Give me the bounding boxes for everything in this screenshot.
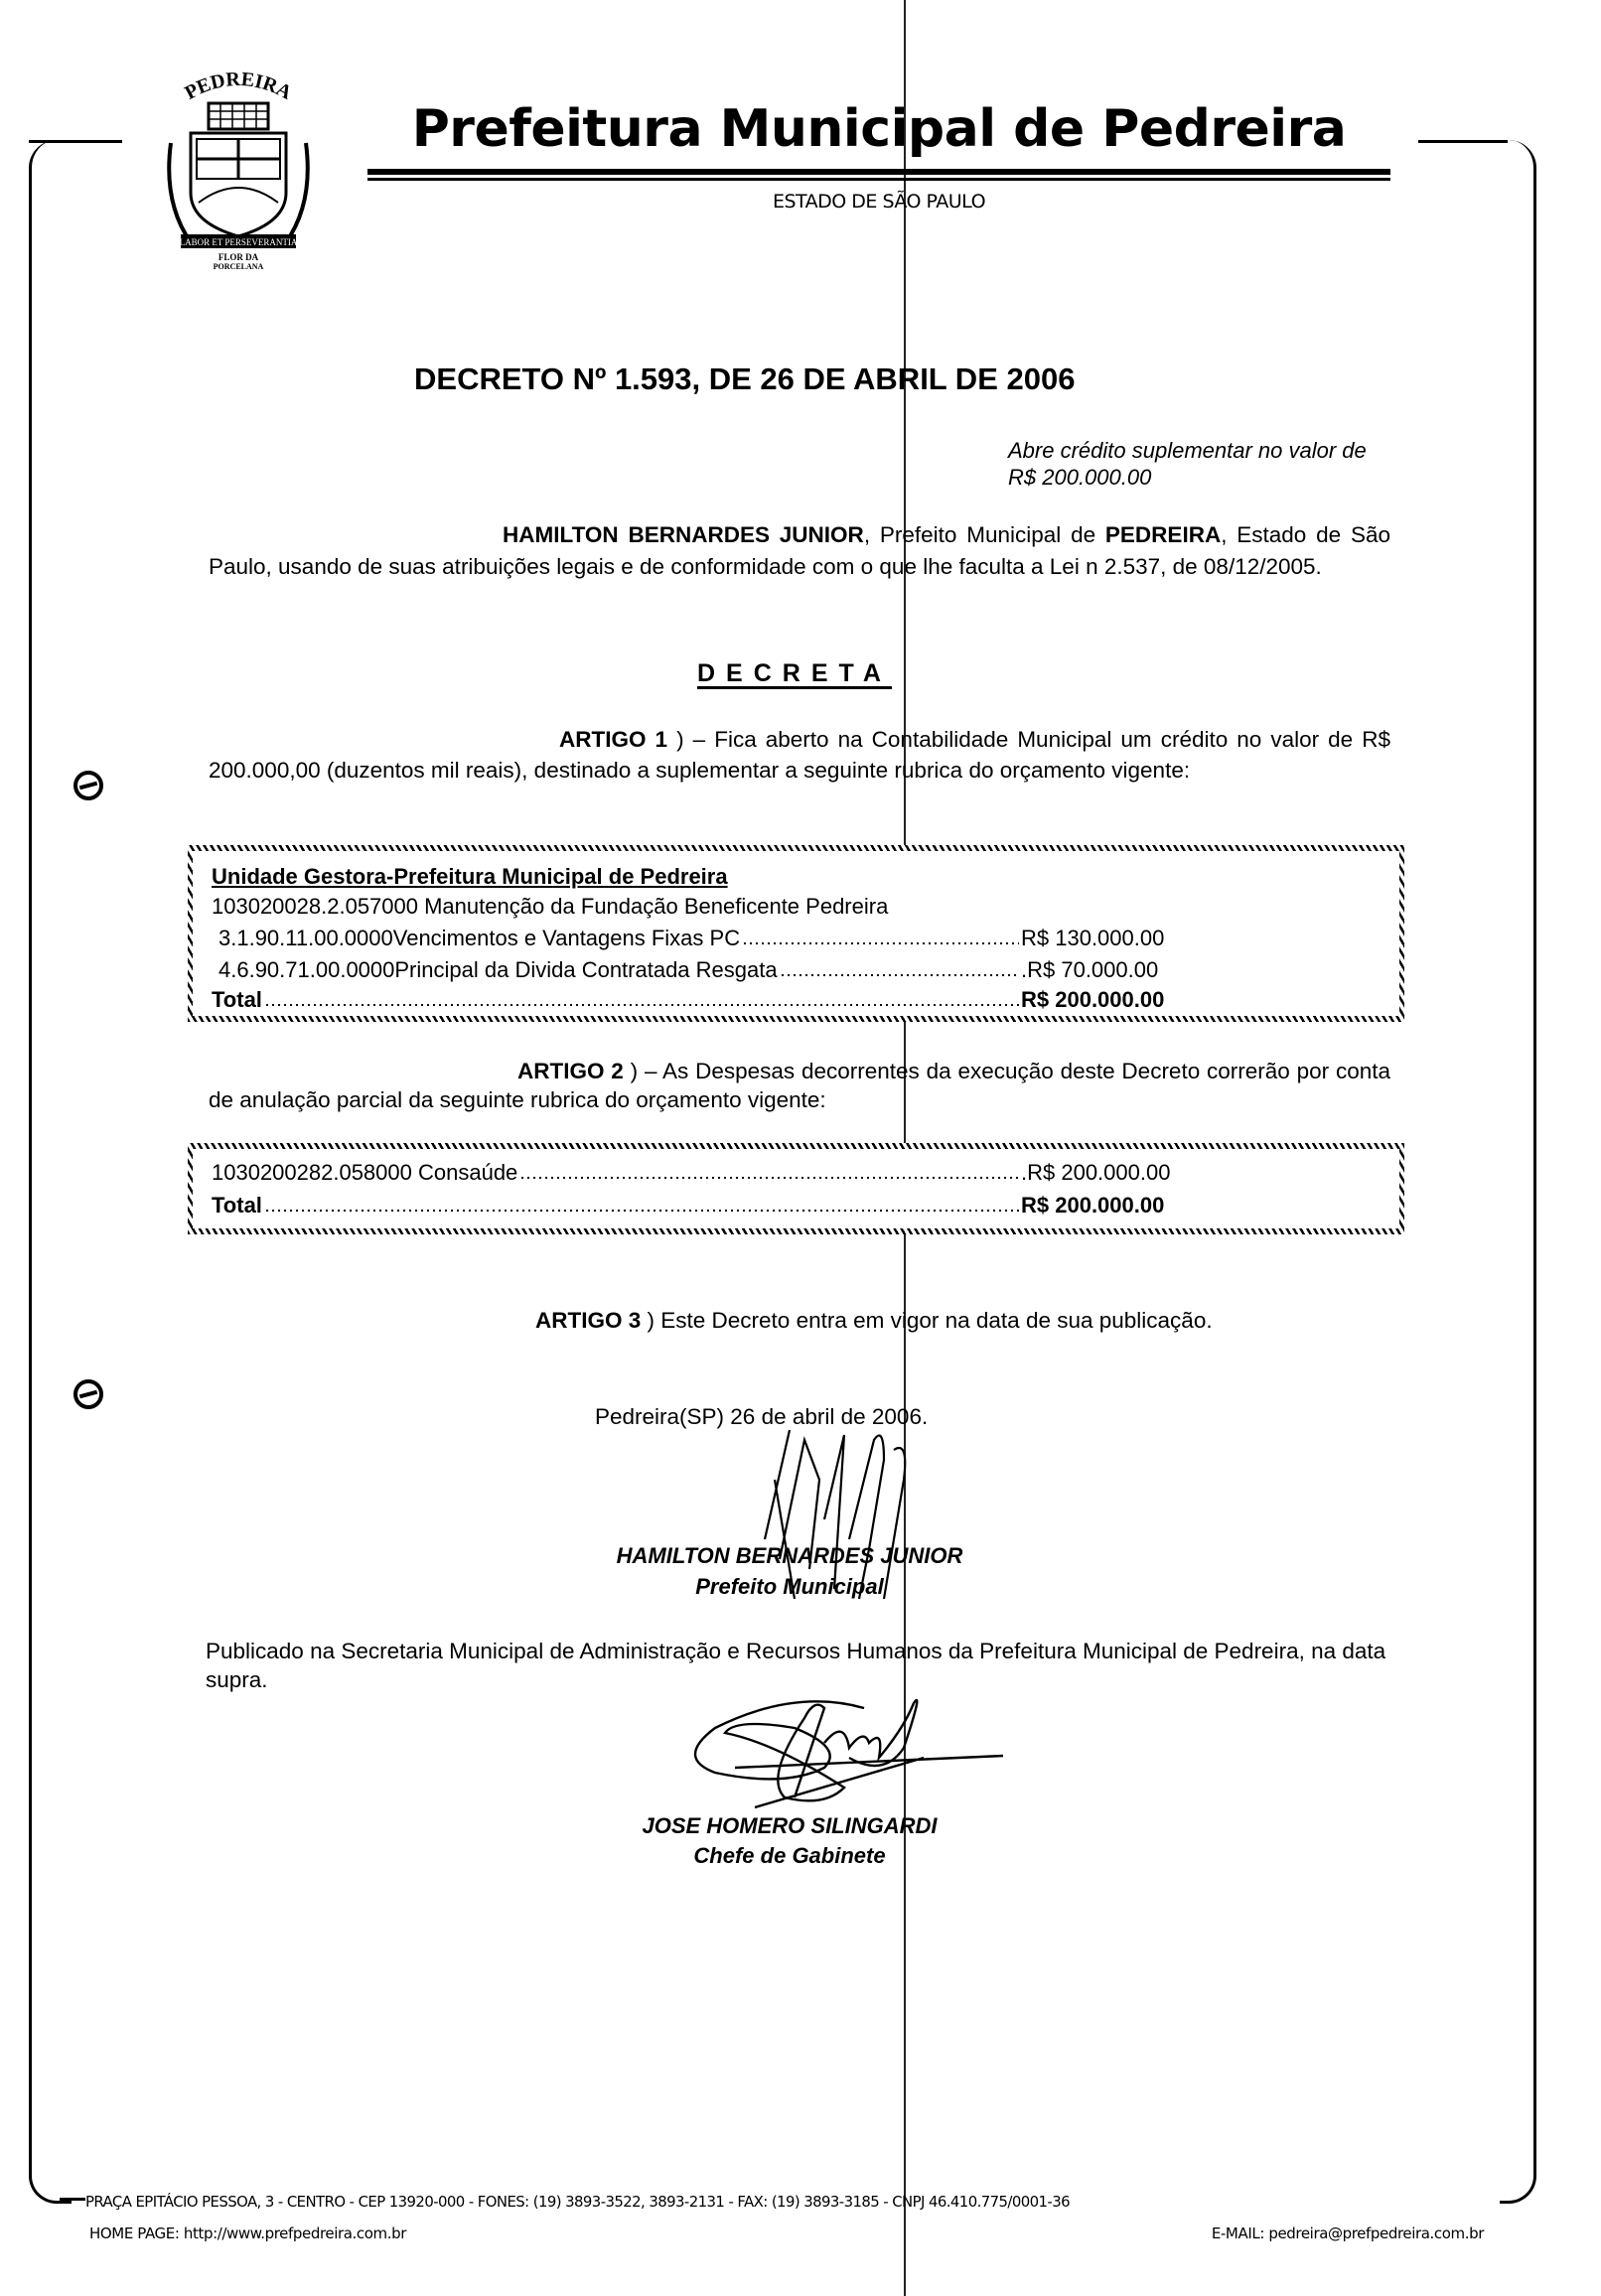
punch-hole-mark-icon <box>73 771 103 800</box>
signer-2-name: JOSE HOMERO SILINGARDI <box>642 1813 938 1838</box>
institution-title: Prefeitura Municipal de Pedreira <box>411 99 1347 159</box>
row-amount: .R$ 70.000.00 <box>1021 957 1159 982</box>
state-subtitle: ESTADO DE SÃO PAULO <box>772 191 986 213</box>
dot-leader <box>742 941 1019 945</box>
city-name: PEDREIRA <box>1104 522 1222 547</box>
publication-note: Publicado na Secretaria Municipal de Administração e Recursos Humanos da Prefeitura Municipal de Pedreira, na data supra. <box>206 1639 1386 1692</box>
dot-leader <box>519 1176 1019 1180</box>
row-label: 4.6.90.71.00.0000Principal da Divida Contratada Resgata <box>218 957 778 982</box>
total-label: Total <box>212 987 262 1012</box>
article-1-text: ) – Fica aberto na Contabilidade Municipal um crédito no valor de R$ 200.000,00 (duzentos mil reais), destinado a suplementar a seguinte rubrica do orçamento vigente: <box>209 727 1391 783</box>
table-row <box>218 955 1205 985</box>
total-label: Total <box>212 1193 262 1218</box>
title-rule <box>367 169 1390 175</box>
article-3-text: ) Este Decreto entra em vigor na data de sua publicação. <box>641 1308 1213 1333</box>
dot-leader <box>780 973 1019 977</box>
program-label: 103020028.2.057000 Manutenção da Fundação Beneficente Pedreira <box>212 894 889 919</box>
frame-right <box>1500 140 1536 2204</box>
row-amount: R$ 130.000.00 <box>1021 926 1165 950</box>
article-1-label: ARTIGO 1 <box>559 727 668 752</box>
title-rule-thin <box>367 178 1390 181</box>
dot-leader <box>264 1003 1019 1007</box>
frame-top-right <box>1418 140 1508 143</box>
row-amount: .R$ 200.000.00 <box>1021 1160 1171 1185</box>
svg-text:PEDREIRA: PEDREIRA <box>181 68 296 104</box>
signer-1-name: HAMILTON BERNARDES JUNIOR <box>616 1543 963 1568</box>
frame-left <box>29 140 72 2204</box>
coat-of-arms-logo <box>151 64 326 270</box>
table1-total-row <box>212 985 1205 1015</box>
article-2-text: ) – As Despesas decorrentes da execução deste Decreto correrão por conta de anulação parcial da seguinte rubrica do orçamento vigente: <box>209 1059 1390 1112</box>
row-label: 1030200282.058000 Consaúde <box>212 1160 518 1185</box>
date-line: Pedreira(SP) 26 de abril de 2006. <box>595 1404 929 1429</box>
chief-of-staff-signature <box>675 1688 1033 1817</box>
table1-unit <box>212 862 1205 892</box>
table-row <box>212 1158 1205 1188</box>
total-amount: R$ 200.000.00 <box>1021 1193 1165 1218</box>
svg-text:FLOR DA: FLOR DA <box>218 252 259 262</box>
footer-email[interactable]: E-MAIL: pedreira@prefpedreira.com.br <box>1211 2224 1484 2242</box>
footer-address: PRAÇA EPITÁCIO PESSOA, 3 - CENTRO - CEP 13920-000 - FONES: (19) 3893-3522, 3893-2131 - FAX: (19) 3893-3185 - CNPJ 46.410.775/0001-36 <box>85 2193 1070 2211</box>
article-3-label: ARTIGO 3 <box>535 1308 642 1333</box>
article-3 <box>535 1308 1213 1334</box>
decree-summary: Abre crédito suplementar no valor de R$ 200.000.00 <box>1008 438 1367 490</box>
article-1 <box>209 724 1390 786</box>
article-2 <box>209 1057 1390 1114</box>
unit-label: Unidade Gestora-Prefeitura Municipal de Pedreira <box>212 864 728 889</box>
dot-leader <box>264 1209 1019 1213</box>
frame-bottom-left <box>60 2198 85 2201</box>
preamble-paragraph <box>209 519 1390 583</box>
signer-2-role: Chefe de Gabinete <box>693 1843 886 1868</box>
table2-total-row <box>212 1191 1205 1220</box>
decree-title: DECRETO Nº 1.593, DE 26 DE ABRIL DE 2006 <box>414 361 1076 396</box>
row-label: 3.1.90.11.00.0000Vencimentos e Vantagens Fixas PC <box>218 926 741 950</box>
svg-text:PORCELANA: PORCELANA <box>213 262 264 270</box>
footer-homepage[interactable]: HOME PAGE: http://www.prefpedreira.com.br <box>89 2224 407 2242</box>
preamble-text-rest: , Estado de São Paulo, usando de suas atribuições legais e de conformidade com o que lhe faculta a Lei n 2.537, de 08/12/2005. <box>209 522 1390 579</box>
preamble-text: , Prefeito Municipal de <box>863 522 1105 547</box>
table-row <box>218 924 1205 953</box>
table1-program <box>212 892 1205 922</box>
signer-1-role: Prefeito Municipal <box>695 1574 884 1599</box>
budget-box-2 <box>188 1143 1404 1234</box>
decreta-heading: DECRETA <box>697 659 892 687</box>
svg-text:LABOR ET PERSEVERANTIA: LABOR ET PERSEVERANTIA <box>179 237 298 247</box>
punch-hole-mark-icon <box>73 1379 103 1409</box>
total-amount: R$ 200.000.00 <box>1021 987 1165 1012</box>
mayor-name: HAMILTON BERNARDES JUNIOR <box>503 522 864 547</box>
article-2-label: ARTIGO 2 <box>517 1059 624 1083</box>
